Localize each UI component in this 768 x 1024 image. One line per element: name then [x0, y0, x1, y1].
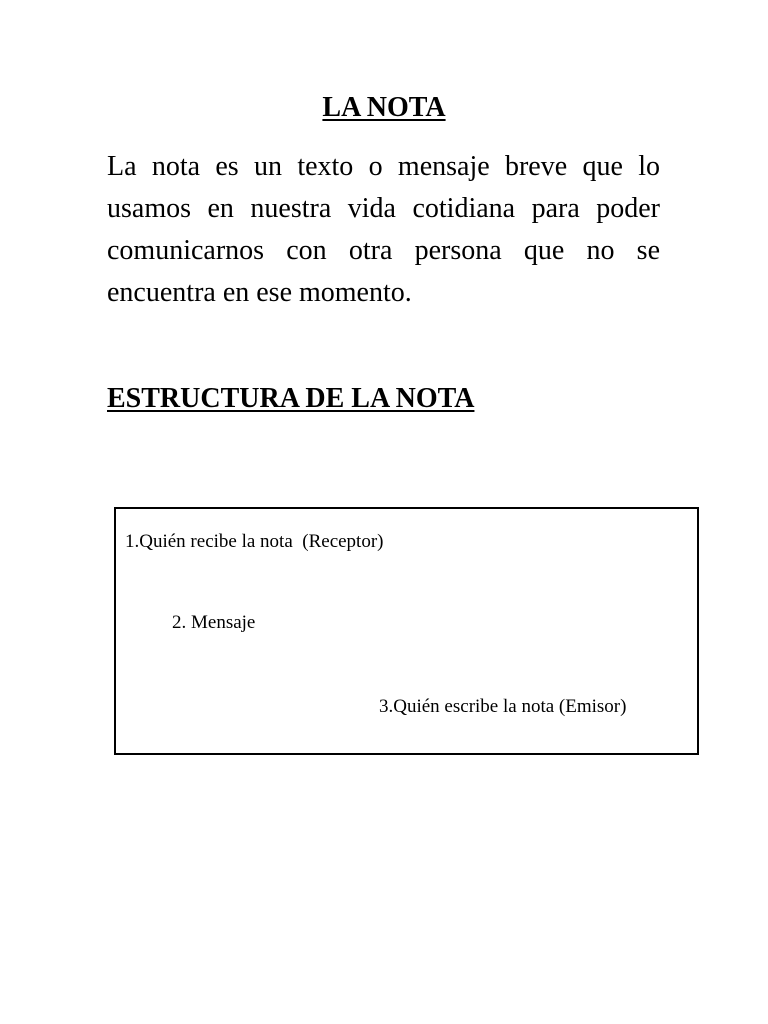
- note-structure-box: [114, 507, 699, 755]
- intro-paragraph: La nota es un texto o mensaje breve que lo usamos en nuestra vida cotidiana para poder comunicarnos con otra persona que no se encuentra en ese momento.: [107, 151, 660, 308]
- section-heading: ESTRUCTURA DE LA NOTA: [107, 383, 475, 414]
- receptor-label: 1.Quién recibe la nota (Receptor): [125, 531, 384, 552]
- page-title: LA NOTA: [322, 92, 446, 123]
- mensaje-label: 2. Mensaje: [172, 612, 256, 633]
- emisor-label: 3.Quién escribe la nota (Emisor): [379, 696, 627, 717]
